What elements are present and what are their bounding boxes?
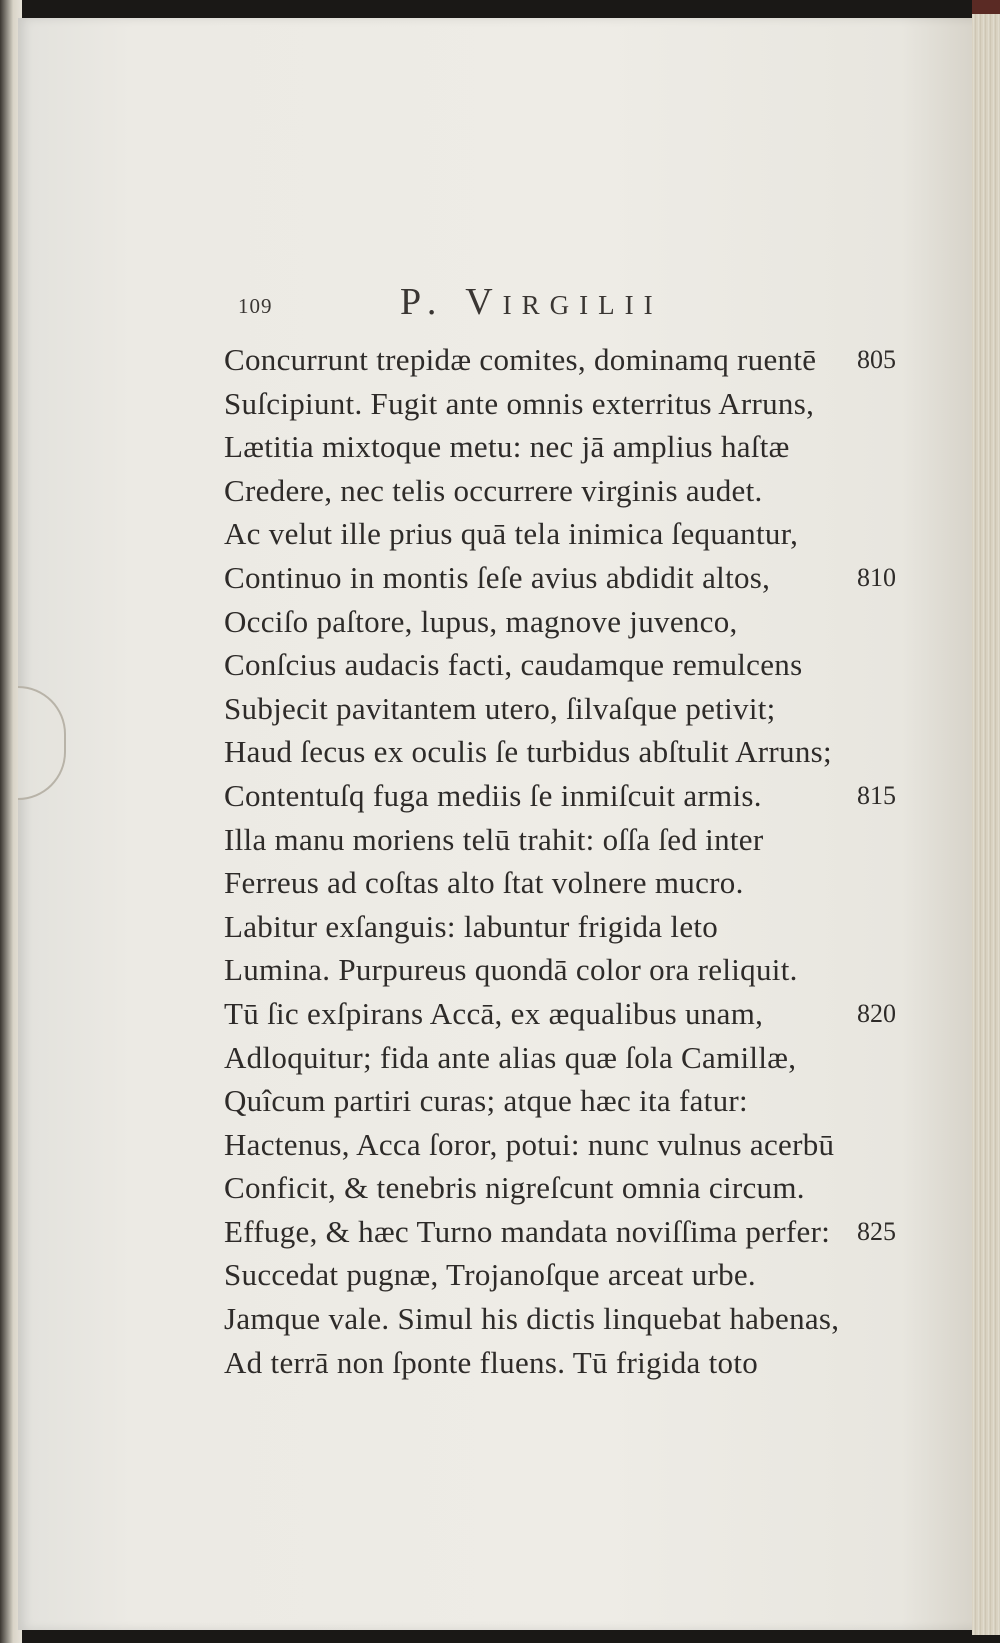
verse-line <box>224 643 904 687</box>
verse-line <box>224 1210 904 1254</box>
verse-line <box>224 1253 904 1297</box>
verse-text: Conſcius audacis facti, caudamque remulcens <box>224 647 803 683</box>
page-number: 109 <box>238 294 273 318</box>
verse-line <box>224 600 904 644</box>
verse-line <box>224 948 904 992</box>
verse-text: Quîcum partiri curas; atque hæc ita fatur: <box>224 1083 748 1119</box>
page-edges <box>972 10 1000 1635</box>
page-header <box>238 281 878 326</box>
verse-text: Ferreus ad coſtas alto ſtat volnere mucro. <box>224 865 744 901</box>
verse-text: Hactenus, Acca ſoror, potui: nunc vulnus acerbū <box>224 1126 835 1162</box>
verse-text: Jamque vale. Simul his dictis linquebat habenas, <box>224 1301 840 1337</box>
verse-line <box>224 1079 904 1123</box>
verse-text: Tū ſic exſpirans Accā, ex æqualibus unam, <box>224 995 764 1031</box>
verse-text: Continuo in montis ſeſe avius abdidit altos, <box>224 559 771 595</box>
line-number: 810 <box>857 562 896 592</box>
verse-text: Concurrunt trepidæ comites, dominamq ruentē <box>224 342 817 377</box>
verse-text: Credere, nec telis occurrere virginis audet. <box>224 472 763 508</box>
verse-block <box>224 338 904 1384</box>
verse-text: Labitur exſanguis: labuntur frigida leto <box>224 908 719 944</box>
verse-text: Succedat pugnæ, Trojanoſque arceat urbe. <box>224 1257 756 1293</box>
verse-text: Haud ſecus ex oculis ſe turbidus abſtulit Arruns; <box>224 734 832 770</box>
verse-line <box>224 556 904 600</box>
verse-text: Conficit, & tenebris nigreſcunt omnia circum. <box>224 1170 805 1206</box>
binding-clip-mark <box>18 686 66 800</box>
cover-edge <box>972 0 1000 14</box>
verse-line <box>224 1341 904 1385</box>
line-number: 820 <box>857 998 896 1028</box>
verse-text: Suſcipiunt. Fugit ante omnis exterritus Arruns, <box>224 385 815 421</box>
verse-text: Occiſo paſtore, lupus, magnove juvenco, <box>224 603 738 639</box>
running-head: P. Virgilii <box>400 281 663 323</box>
verse-text: Contentuſq fuga mediis ſe inmiſcuit armis. <box>224 777 762 813</box>
line-number: 825 <box>857 1216 896 1246</box>
verse-line <box>224 861 904 905</box>
verse-line <box>224 469 904 513</box>
verse-text: Lumina. Purpureus quondā color ora reliquit. <box>224 952 798 988</box>
verse-line <box>224 774 904 818</box>
verse-line <box>224 687 904 731</box>
verse-line <box>224 1297 904 1341</box>
verse-text: Adloquitur; fida ante alias quæ ſola Camillæ, <box>224 1039 797 1075</box>
verse-line <box>224 992 904 1036</box>
verse-text: Ad terrā non ſponte fluens. Tū frigida toto <box>224 1344 759 1380</box>
verse-line <box>224 382 904 426</box>
verse-text: Illa manu moriens telū trahit: oſſa ſed inter <box>224 821 764 857</box>
verse-line <box>224 730 904 774</box>
verse-line <box>224 1166 904 1210</box>
verse-text: Subjecit pavitantem utero, ſilvaſque petivit; <box>224 690 776 726</box>
verse-text: Lætitia mixtoque metu: nec jā amplius haſtæ <box>224 429 790 465</box>
verse-line <box>224 512 904 556</box>
verse-text: Ac velut ille prius quā tela inimica ſequantur, <box>224 516 799 552</box>
line-number: 815 <box>857 780 896 810</box>
verse-line <box>224 425 904 469</box>
line-number: 805 <box>857 345 896 374</box>
verse-line <box>224 1036 904 1080</box>
verse-line <box>224 905 904 949</box>
verse-line <box>224 818 904 862</box>
verse-line <box>224 1123 904 1167</box>
verse-text: Effuge, & hæc Turno mandata noviſſima perfer: <box>224 1213 831 1249</box>
verse-line <box>224 338 904 382</box>
